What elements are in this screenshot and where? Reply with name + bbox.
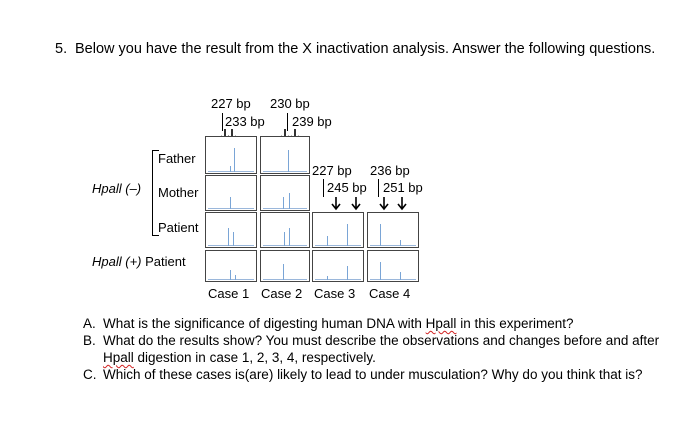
- trace-case2-patient-digested: [260, 250, 310, 282]
- arrow-down-icon: [396, 197, 408, 211]
- trace-case1-father: [205, 136, 257, 174]
- tick-line: [323, 179, 324, 197]
- case-label-1: Case 1: [208, 286, 250, 301]
- trace-case4-patient: [367, 212, 419, 248]
- condition-hpall-plus: Hpall (+) Patient: [92, 254, 186, 269]
- case-label-4: Case 4: [369, 286, 411, 301]
- tick-line: [378, 179, 379, 197]
- case-label-3: Case 3: [314, 286, 356, 301]
- question-a: A. What is the significance of digesting human DNA with Hpall in this experiment?: [83, 316, 574, 331]
- condition-hpall-minus: Hpall (–): [92, 181, 142, 196]
- label-251: 251 bp: [383, 180, 423, 195]
- arrow-down-icon: [378, 197, 390, 211]
- trace-case2-father: [260, 136, 310, 174]
- spellcheck-term: Hpall: [103, 350, 134, 365]
- label-245: 245 bp: [327, 180, 367, 195]
- question-c: C. Which of these cases is(are) likely to lead to under musculation? Why do you think that is?: [83, 367, 643, 382]
- row-label-patient: Patient: [158, 220, 199, 235]
- trace-case3-patient-digested: [312, 250, 364, 282]
- arrow-down-icon: [330, 197, 342, 211]
- case-label-2: Case 2: [261, 286, 303, 301]
- label-239: 239 bp: [292, 114, 332, 129]
- trace-case2-patient: [260, 212, 310, 248]
- question-b: B. What do the results show? You must describe the observations and changes before and after Hpall digestion in case 1, 2, 3, 4, respectively.: [83, 333, 660, 365]
- trace-case3-patient: [312, 212, 364, 248]
- trace-case1-patient: [205, 212, 257, 248]
- row-label-mother: Mother: [158, 185, 199, 200]
- trace-case4-patient-digested: [367, 250, 419, 282]
- label-227-top: 227 bp: [211, 96, 251, 111]
- question-text: Below you have the result from the X inactivation analysis. Answer the following questions.: [75, 41, 656, 57]
- question-number: 5.: [55, 41, 68, 57]
- trace-case1-mother: [205, 175, 257, 211]
- label-236: 236 bp: [370, 163, 410, 178]
- spellcheck-term: Hpall: [425, 316, 457, 331]
- arrow-down-icon: [350, 197, 362, 211]
- trace-case1-patient-digested: [205, 250, 257, 282]
- trace-case2-mother: [260, 175, 310, 211]
- sub-questions: [83, 315, 673, 383]
- row-label-father: Father: [158, 151, 196, 166]
- label-227-right: 227 bp: [312, 163, 352, 178]
- label-233: 233 bp: [225, 114, 265, 129]
- label-230: 230 bp: [270, 96, 310, 111]
- question-heading: [55, 41, 655, 57]
